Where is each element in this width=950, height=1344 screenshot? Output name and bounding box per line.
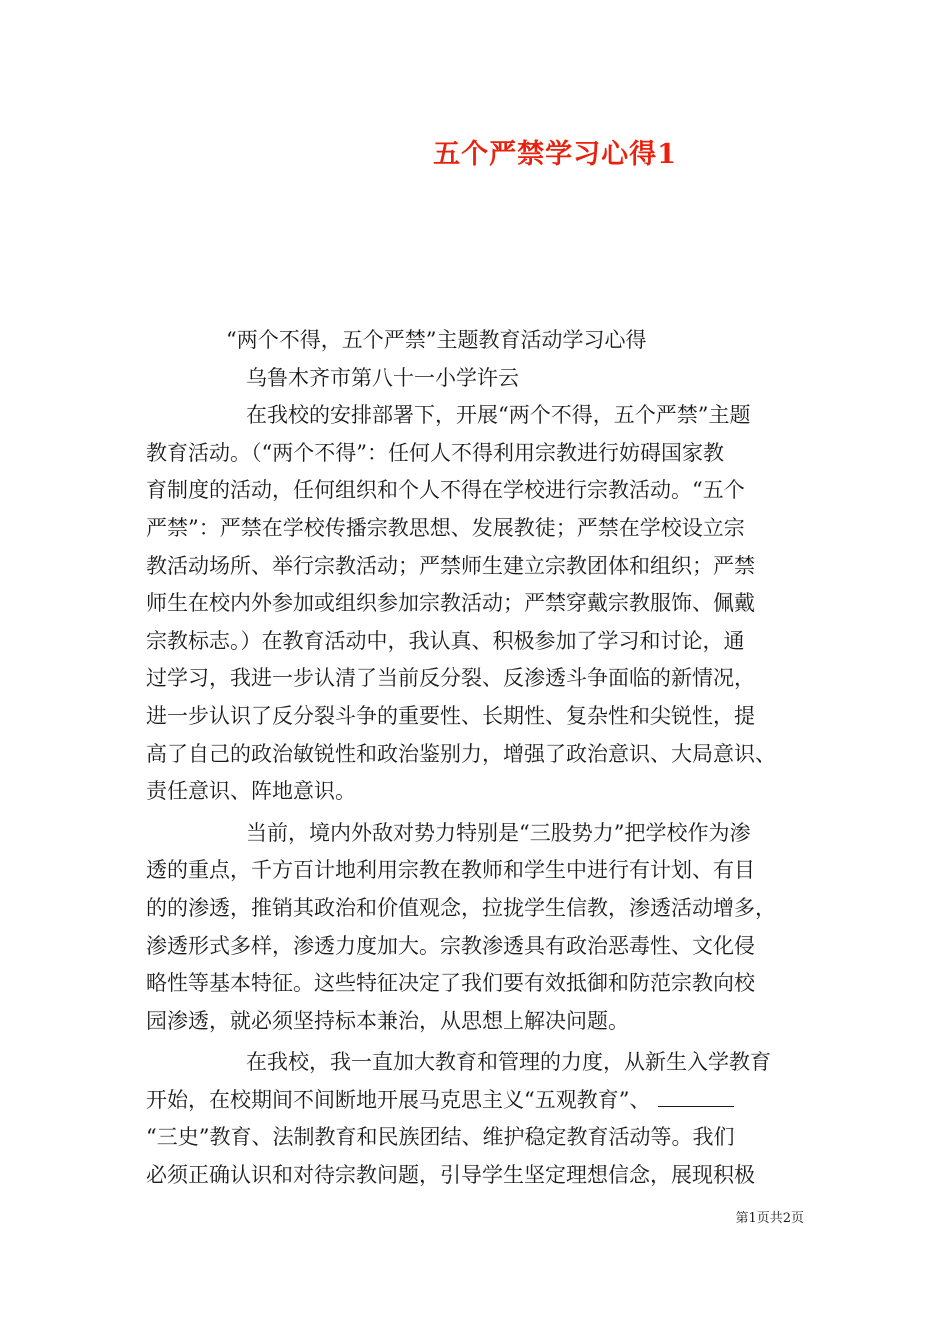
text-line: 的的渗透，推销其政治和价值观念，拉拢学生信教，渗透活动增多， [146, 895, 776, 920]
author-line: 乌鲁木齐市第八十一小学许云 [246, 365, 519, 390]
text-line: 教活动场所、举行宗教活动；严禁师生建立宗教团体和组织；严禁 [146, 553, 755, 578]
page-footer: 第1页共2页 [735, 1211, 804, 1226]
text-line: 园渗透，就必须坚持标本兼治，从思想上解决问题。 [146, 1008, 629, 1033]
paragraph-2 [146, 815, 806, 1041]
text-line: 渗透形式多样，渗透力度加大。宗教渗透具有政治恶毒性、文化侵 [146, 933, 755, 958]
paragraph-3 [146, 1044, 806, 1194]
text-line: 责任意识、阵地意识。 [146, 779, 356, 804]
text-line: 育制度的活动，任何组织和个人不得在学校进行宗教活动。“五个 [146, 478, 745, 503]
text-line: 透的重点，千方百计地利用宗教在教师和学生中进行有计划、有目 [146, 858, 755, 883]
text-line: 当前，境内外敌对势力特别是“三股势力”把学校作为渗 [246, 820, 751, 845]
text-line: 在我校的安排部署下，开展“两个不得，五个严禁”主题 [246, 403, 751, 428]
document-body [146, 322, 806, 1195]
paragraph-1 [146, 397, 806, 811]
text-line: 高了自己的政治敏锐性和政治鉴别力，增强了政治意识、大局意识、 [146, 741, 776, 766]
text-line: 教育活动。（“两个不得”：任何人不得利用宗教进行妨碍国家教 [146, 440, 724, 465]
text-line [146, 1082, 806, 1120]
text-line: “三史”教育、法制教育和民族团结、维护稳定教育活动等。我们 [146, 1125, 735, 1150]
text-line: 必须正确认识和对待宗教问题，引导学生坚定理想信念，展现积极 [146, 1163, 755, 1188]
text-line: 过学习，我进一步认清了当前反分裂、反渗透斗争面临的新情况， [146, 666, 755, 691]
text-line: 略性等基本特征。这些特征决定了我们要有效抵御和防范宗教向校 [146, 971, 755, 996]
text-line: 在我校，我一直加大教育和管理的力度，从新生入学教育 [246, 1050, 771, 1075]
blank-underline [658, 1082, 734, 1107]
page-title: 五个严禁学习心得1 [433, 139, 677, 170]
text-line: 师生在校内外参加或组织参加宗教活动；严禁穿戴宗教服饰、佩戴 [146, 591, 755, 616]
subtitle: “两个不得，五个严禁”主题教育活动学习心得 [226, 328, 647, 352]
text-line: 宗教标志。）在教育活动中，我认真、积极参加了学习和讨论，通 [146, 628, 745, 653]
text-line-content: 开始，在校期间不间断地开展马克思主义“五观教育”、 [146, 1087, 651, 1112]
text-line: 进一步认识了反分裂斗争的重要性、长期性、复杂性和尖锐性，提 [146, 703, 755, 728]
text-line: 严禁”：严禁在学校传播宗教思想、发展教徒；严禁在学校设立宗 [146, 515, 745, 540]
